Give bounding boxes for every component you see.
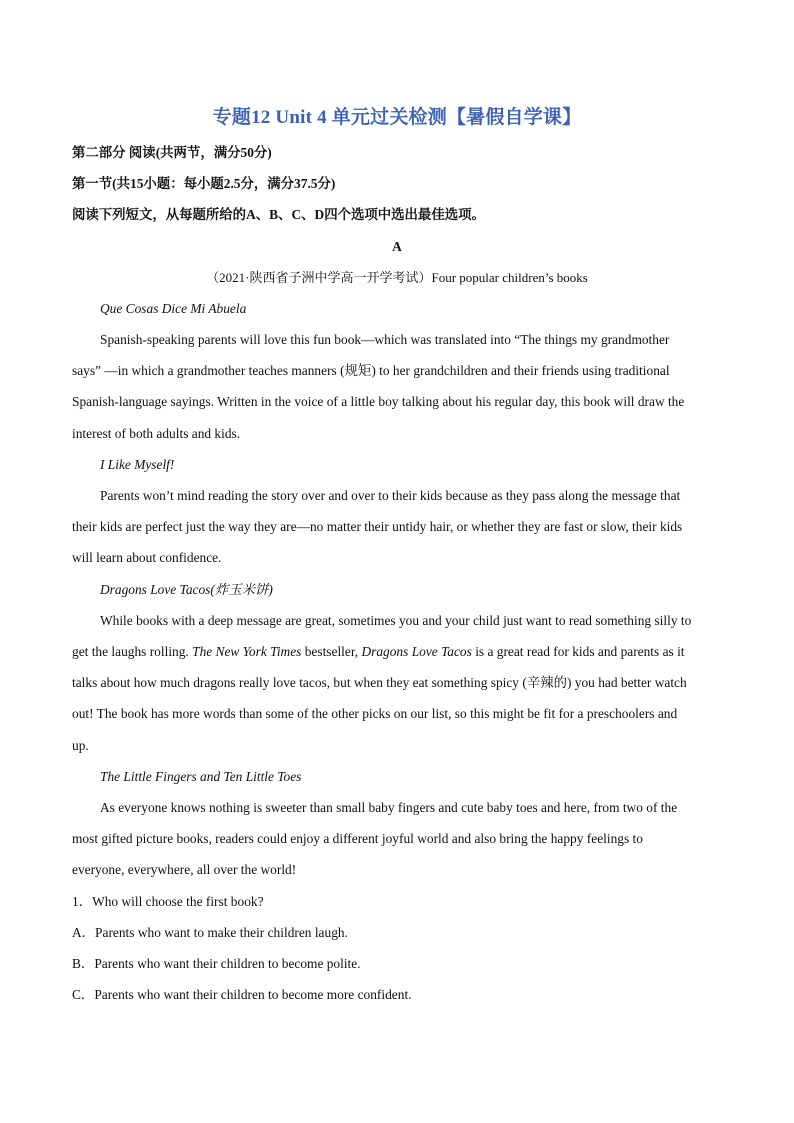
book1-title: Que Cosas Dice Mi Abuela: [100, 301, 247, 316]
newspaper-title: The New York Times: [192, 644, 302, 659]
book3-line: talks about how much dragons really love tacos, but when they eat something spicy (辛辣的) you had better watch: [72, 675, 687, 690]
book1-line: interest of both adults and kids.: [72, 426, 241, 441]
book1-line: Spanish-language sayings. Written in the voice of a little boy talking about his regular day, this book will draw the: [72, 394, 685, 409]
book4-line: everyone, everywhere, all over the world!: [72, 862, 297, 877]
passage-source: （2021·陕西省子洲中学高一开学考试）Four popular children’s books: [206, 270, 588, 285]
book4-line: most gifted picture books, readers could enjoy a different joyful world and also bring the happy feelings to: [72, 831, 643, 846]
book2-line: their kids are perfect just the way they are—no matter their untidy hair, or whether they are fast or slow, their kids: [72, 519, 683, 534]
book3-line: out! The book has more words than some of the other picks on our list, so this might be fit for a preschoolers and: [72, 706, 678, 721]
book4-title: The Little Fingers and Ten Little Toes: [100, 769, 302, 784]
option-a: A．Parents who want to make their children laugh.: [72, 925, 348, 940]
section-heading: 第一节(共15小题：每小题2.5分，满分37.5分): [72, 176, 336, 191]
page-title: 专题12 Unit 4 单元过关检测【暑假自学课】: [212, 107, 582, 128]
book3-title: Dragons Love Tacos(炸玉米饼): [100, 582, 273, 597]
book1-line: Spanish-speaking parents will love this fun book—which was translated into “The things my grandmother: [100, 332, 670, 347]
book2-line: Parents won’t mind reading the story over and over to their kids because as they pass along the message that: [100, 488, 681, 503]
passage-label: A: [392, 239, 402, 254]
instruction: 阅读下列短文，从每题所给的A、B、C、D四个选项中选出最佳选项。: [72, 207, 485, 222]
question-stem: 1．Who will choose the first book?: [72, 894, 264, 909]
book2-title: I Like Myself!: [100, 457, 175, 472]
book4-line: As everyone knows nothing is sweeter than small baby fingers and cute baby toes and here, from two of the: [100, 800, 678, 815]
book3-line: get the laughs rolling. The New York Times bestseller, Dragons Love Tacos is a great read for kids and parents as it: [72, 644, 685, 659]
book1-line: says” —in which a grandmother teaches manners (规矩) to her grandchildren and their friends using traditional: [72, 363, 670, 378]
option-b: B．Parents who want their children to become polite.: [72, 956, 361, 971]
option-c: C．Parents who want their children to become more confident.: [72, 987, 412, 1002]
book2-line: will learn about confidence.: [72, 550, 222, 565]
part-heading: 第二部分 阅读(共两节，满分50分): [72, 145, 272, 160]
book3-line: up.: [72, 738, 89, 753]
book3-line: While books with a deep message are great, sometimes you and your child just want to read something silly to: [100, 613, 692, 628]
book-title-inline: Dragons Love Tacos: [361, 644, 472, 659]
